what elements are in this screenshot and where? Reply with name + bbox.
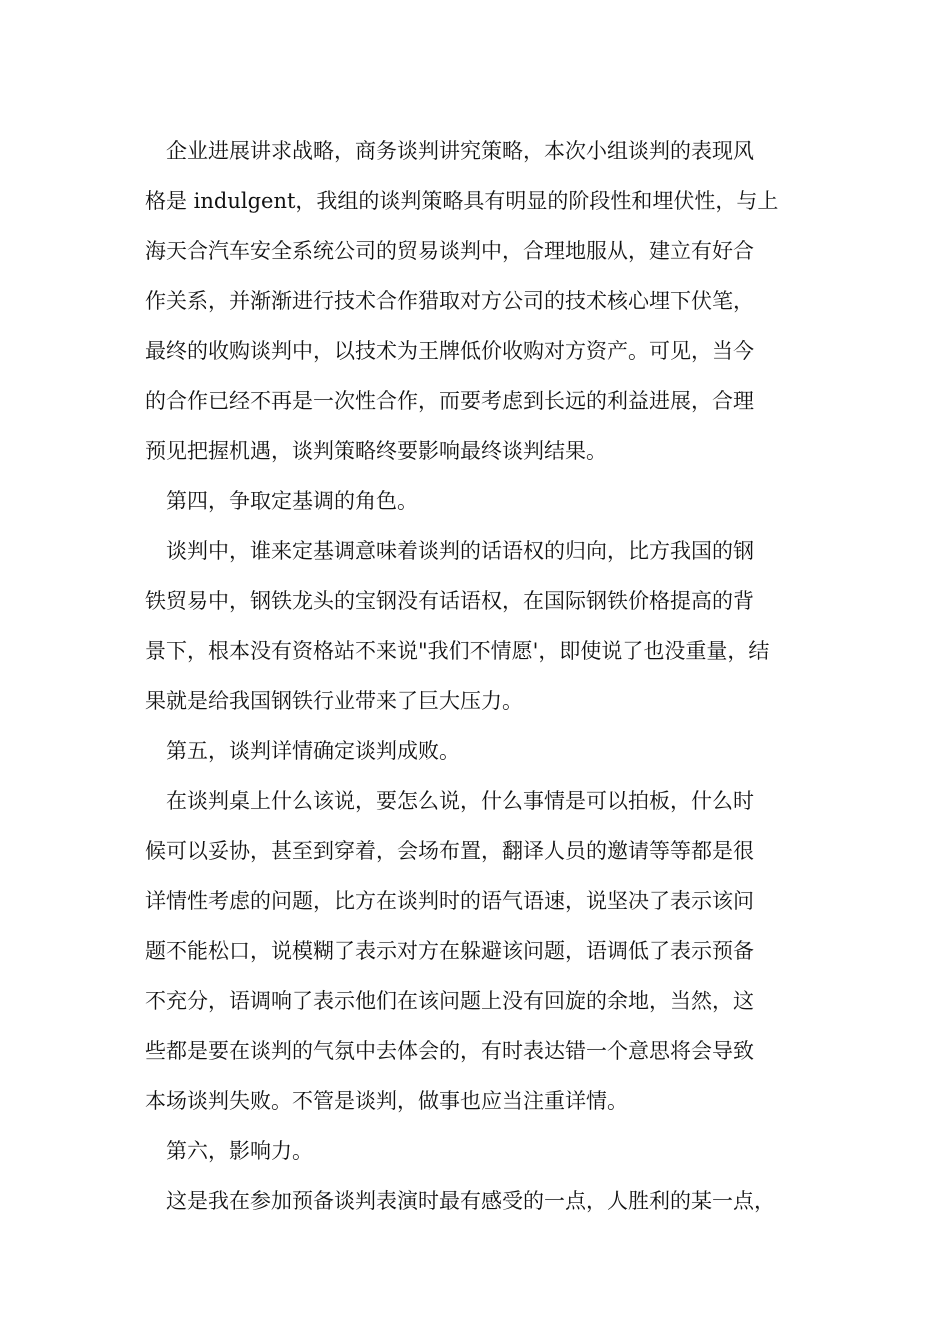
paragraph-line: 海天合汽车安全系统公司的贸易谈判中，合理地服从，建立有好合 [145, 239, 754, 263]
paragraph-line: 最终的收购谈判中，以技术为王牌低价收购对方资产。可见，当今 [145, 339, 754, 363]
paragraph-line: 详情性考虑的问题，比方在谈判时的语气语速，说坚决了表示该问 [145, 889, 754, 913]
paragraph-line: 的合作已经不再是一次性合作，而要考虑到长远的利益进展，合理 [145, 389, 754, 413]
paragraph-line: 在谈判桌上什么该说，要怎么说，什么事情是可以拍板，什么时 [166, 789, 754, 813]
paragraph-line: 企业进展讲求战略，商务谈判讲究策略，本次小组谈判的表现风 [166, 139, 754, 163]
paragraph-line: 果就是给我国钢铁行业带来了巨大压力。 [145, 689, 523, 713]
paragraph-line: 格是 indulgent，我组的谈判策略具有明显的阶段性和埋伏性，与上 [145, 189, 779, 213]
paragraph-line: 铁贸易中，钢铁龙头的宝钢没有话语权，在国际钢铁价格提高的背 [145, 589, 754, 613]
paragraph-line: 候可以妥协，甚至到穿着，会场布置，翻译人员的邀请等等都是很 [145, 839, 754, 863]
paragraph-line: 作关系，并渐渐进行技术合作猎取对方公司的技术核心埋下伏笔， [145, 289, 754, 313]
paragraph-line: 本场谈判失败。不管是谈判，做事也应当注重详情。 [145, 1089, 628, 1113]
paragraph-line: 这是我在参加预备谈判表演时最有感受的一点，人胜利的某一点， [166, 1189, 775, 1213]
paragraph-line: 题不能松口，说模糊了表示对方在躲避该问题，语调低了表示预备 [145, 939, 754, 963]
section-heading: 第四，争取定基调的角色。 [166, 489, 418, 513]
paragraph-line: 谈判中，谁来定基调意味着谈判的话语权的归向，比方我国的钢 [166, 539, 754, 563]
paragraph-line: 预见把握机遇，谈判策略终要影响最终谈判结果。 [145, 439, 607, 463]
document-body [145, 126, 817, 1226]
paragraph-line: 不充分，语调响了表示他们在该问题上没有回旋的余地，当然，这 [145, 989, 754, 1013]
paragraph-line: 些都是要在谈判的气氛中去体会的，有时表达错一个意思将会导致 [145, 1039, 754, 1063]
paragraph-line: 景下，根本没有资格站不来说"我们不情愿'，即使说了也没重量，结 [145, 639, 770, 663]
section-heading: 第五，谈判详情确定谈判成败。 [166, 739, 460, 763]
section-heading: 第六，影响力。 [166, 1139, 313, 1163]
